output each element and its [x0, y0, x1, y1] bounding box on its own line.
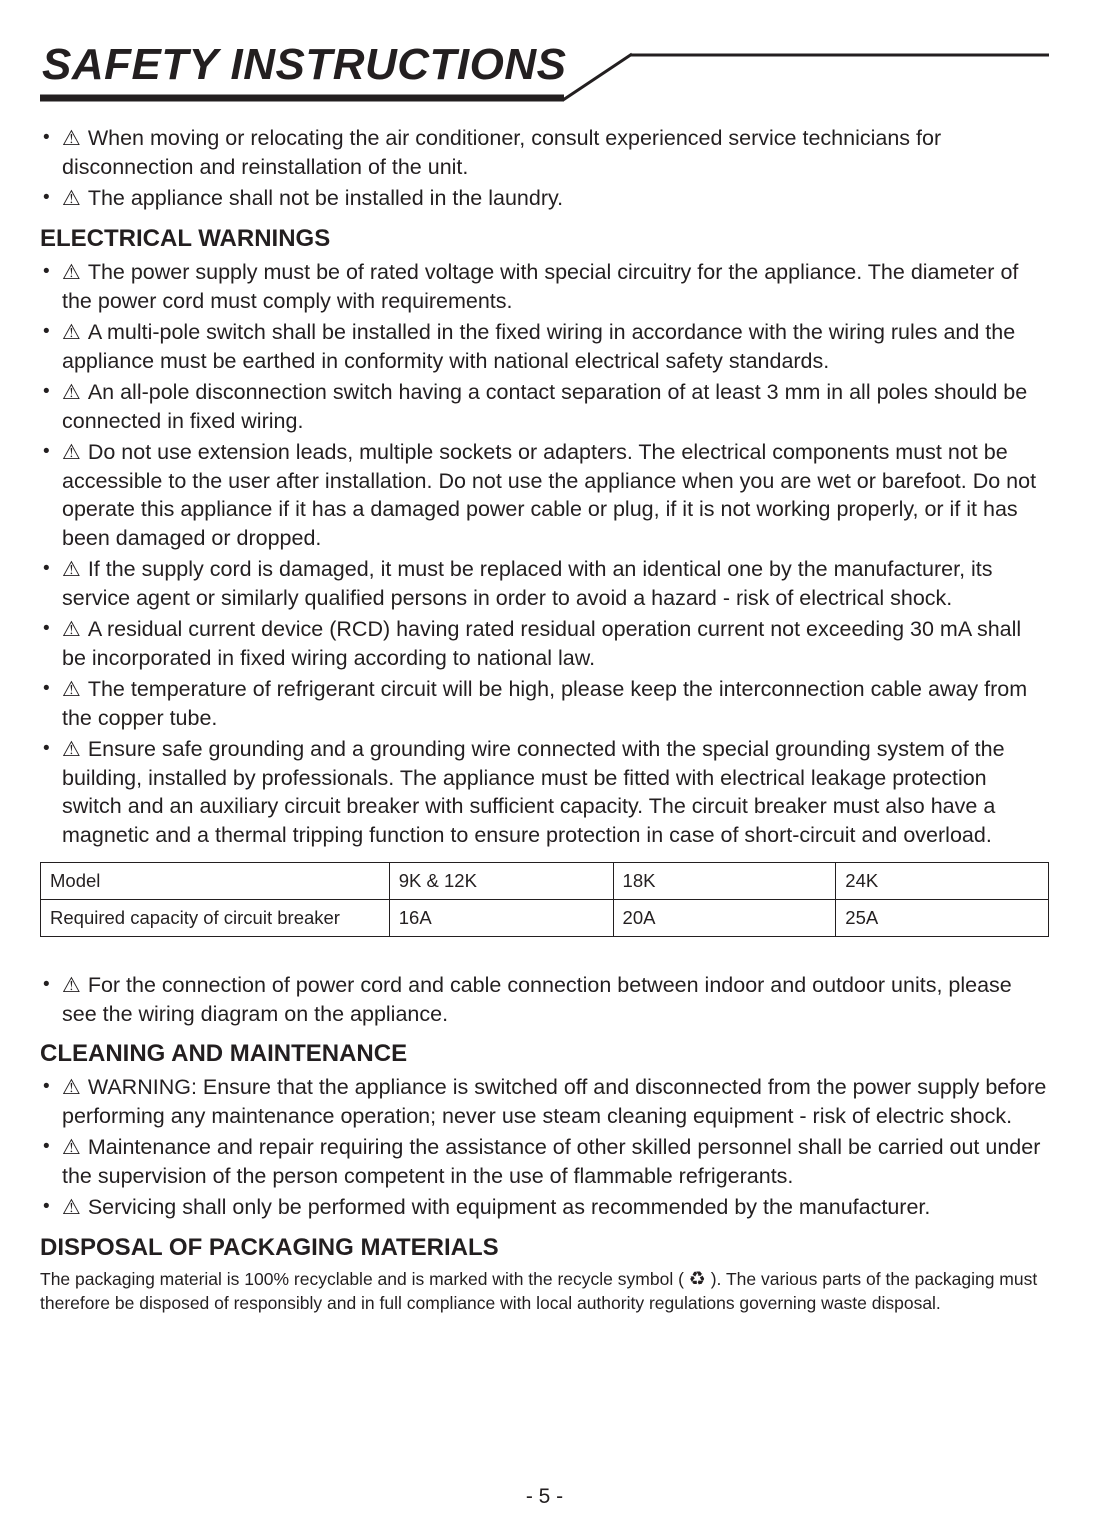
- table-cell: 18K: [613, 863, 836, 900]
- disposal-text-before: The packaging material is 100% recyclable and is marked with the recycle symbol (: [40, 1269, 684, 1290]
- warning-icon: ⚠: [62, 1195, 81, 1220]
- list-item: [40, 318, 1049, 375]
- electrical-warnings-section: [40, 216, 1049, 852]
- table-cell: 24K: [836, 863, 1049, 900]
- table-cell: 9K & 12K: [389, 863, 613, 900]
- bullet-text: Ensure safe grounding and a grounding wire connected with the special grounding system of the building, installed by professionals. The appliance must be fitted with electrical leakage protection switch and an auxiliary circuit breaker with sufficient capacity. The circuit breaker must also have a magnetic and a thermal tripping function to ensure protection in case of short-circuit and overload.: [62, 737, 1005, 847]
- table-cell: Required capacity of circuit breaker: [41, 900, 390, 937]
- bullet-text: A multi-pole switch shall be installed in the fixed wiring in accordance with the wiring rules and the appliance must be earthed in conformity with national electrical safety standards.: [62, 319, 1016, 373]
- list-item: [40, 1073, 1049, 1130]
- disposal-section: [40, 1225, 1049, 1315]
- list-item: [40, 258, 1049, 315]
- list-item: [40, 378, 1049, 435]
- list-item: [40, 1133, 1049, 1190]
- bullet-text: Do not use extension leads, multiple sockets or adapters. The electrical components must not be accessible to the user after installation. Do not use the appliance when you are wet or barefoot. Do not operate this appliance if it has a damaged power cable or plug, if it is not working properly, or if it has been damaged or dropped.: [62, 440, 1037, 550]
- intro-section: [40, 124, 1049, 216]
- bullet-text: The appliance shall not be installed in the laundry.: [87, 186, 564, 211]
- bullet-text: A residual current device (RCD) having rated residual operation current not exceeding 30 mA shall be incorporated in fixed wiring according to national law.: [62, 617, 1022, 670]
- list-item: [40, 1193, 1049, 1222]
- table-row: [41, 900, 1049, 937]
- warning-icon: ⚠: [62, 319, 81, 344]
- bullet-text: An all-pole disconnection switch having a contact separation of at least 3 mm in all poles should be connected in fixed wiring.: [62, 380, 1028, 433]
- bullet-text: Maintenance and repair requiring the assistance of other skilled personnel shall be carried out under the supervision of the person competent in the use of flammable refrigerants.: [62, 1135, 1041, 1188]
- page-title: SAFETY INSTRUCTIONS: [42, 40, 567, 89]
- warning-icon: ⚠: [62, 677, 81, 702]
- bullet-text: For the connection of power cord and cable connection between indoor and outdoor units, please see the wiring diagram on the appliance.: [62, 973, 1012, 1026]
- list-item: [40, 735, 1049, 849]
- table-cell: 25A: [836, 900, 1049, 937]
- list-item: [40, 124, 1049, 181]
- warning-icon: ⚠: [62, 186, 81, 211]
- table-cell: 20A: [613, 900, 836, 937]
- warning-icon: ⚠: [62, 617, 81, 642]
- bullet-text: Servicing shall only be performed with equipment as recommended by the manufacturer.: [87, 1195, 931, 1220]
- list-item: [40, 555, 1049, 612]
- bullet-text: When moving or relocating the air conditioner, consult experienced service technicians for disconnection and reinstallation of the unit.: [62, 126, 942, 179]
- circuit-breaker-table: [40, 862, 1049, 937]
- disposal-text-after: ). The various parts of the packaging must therefore be disposed of responsibly and in full compliance with local authority regulations governing waste disposal.: [40, 1269, 1038, 1314]
- recycle-icon: ♻: [688, 1268, 706, 1291]
- section-heading: CLEANING AND MAINTENANCE: [40, 1040, 408, 1068]
- warning-icon: ⚠: [62, 737, 81, 762]
- page-number: - 5 -: [525, 1485, 564, 1508]
- table-row: [41, 863, 1049, 900]
- bullet-text: The temperature of refrigerant circuit will be high, please keep the interconnection cable away from the copper tube.: [62, 677, 1028, 730]
- warning-icon: ⚠: [62, 1135, 81, 1160]
- warning-icon: ⚠: [62, 1075, 81, 1100]
- warning-icon: ⚠: [62, 259, 81, 284]
- warning-icon: ⚠: [62, 973, 81, 998]
- list-item: [40, 615, 1049, 672]
- list-item: [40, 971, 1049, 1028]
- disposal-paragraph: [40, 1267, 1049, 1315]
- table-cell: 16A: [389, 900, 613, 937]
- bullet-text: The power supply must be of rated voltage with special circuitry for the appliance. The diameter of the power cord must comply with requirements.: [62, 259, 1019, 313]
- list-item: [40, 675, 1049, 732]
- warning-icon: ⚠: [62, 556, 81, 581]
- warning-icon: ⚠: [62, 440, 81, 465]
- title-block: [40, 40, 1049, 108]
- table-cell: Model: [41, 863, 390, 900]
- bullet-text: If the supply cord is damaged, it must be replaced with an identical one by the manufacturer, its service agent or similarly qualified persons in order to avoid a hazard - risk of electrical shock.: [62, 556, 993, 610]
- list-item: [40, 184, 1049, 213]
- cleaning-maintenance-section: [40, 1031, 1049, 1225]
- section-heading: DISPOSAL OF PACKAGING MATERIALS: [40, 1234, 499, 1262]
- list-item: [40, 438, 1049, 552]
- warning-icon: ⚠: [62, 380, 81, 404]
- section-heading: ELECTRICAL WARNINGS: [40, 224, 331, 252]
- warning-icon: ⚠: [62, 126, 81, 150]
- bullet-text: WARNING: Ensure that the appliance is switched off and disconnected from the power supply before performing any maintenance operation; never use steam cleaning equipment - risk of electric shock.: [62, 1075, 1047, 1128]
